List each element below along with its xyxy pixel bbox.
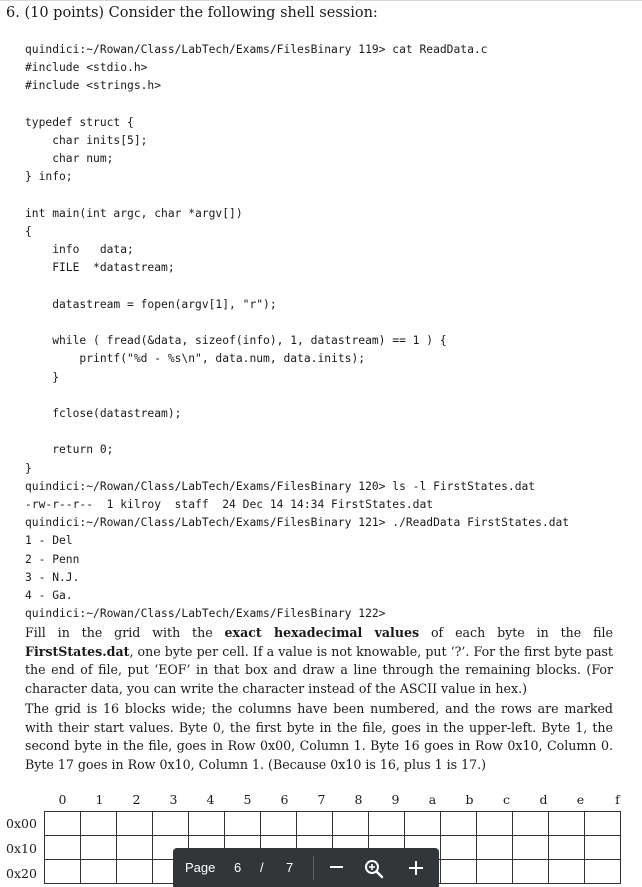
row-label: 0x20: [6, 866, 37, 881]
session-line: quindici:~/Rowan/Class/LabTech/Exams/FilesBinary 119> cat ReadData.c: [25, 43, 488, 56]
grid-cell[interactable]: [549, 860, 585, 884]
grid-cell[interactable]: [189, 812, 225, 836]
session-line: 4 - Ga.: [25, 589, 73, 603]
session-line: #include <strings.h>: [25, 79, 162, 93]
grid-cell[interactable]: [117, 836, 153, 860]
top-rule: [0, 0, 642, 1]
session-line: 2 - Penn: [25, 552, 80, 566]
session-line: -rw-r--r-- 1 kilroy staff 24 Dec 14 14:34 FirstStates.dat: [25, 498, 434, 512]
session-line: quindici:~/Rowan/Class/LabTech/Exams/FilesBinary 121> ./ReadData FirstStates.dat: [25, 516, 570, 530]
session-line: datastream = fopen(argv[1], "r");: [25, 297, 277, 311]
instructions-text-1: Fill in the grid with the: [25, 625, 225, 640]
grid-cell[interactable]: [477, 860, 513, 884]
column-header: 0: [58, 792, 67, 807]
grid-cell[interactable]: [225, 812, 261, 836]
grid-cell[interactable]: [441, 860, 477, 884]
grid-cell[interactable]: [369, 812, 405, 836]
column-header: a: [428, 792, 437, 807]
column-header: 4: [206, 792, 215, 807]
grid-cell[interactable]: [477, 836, 513, 860]
zoom-in-icon[interactable]: [364, 859, 384, 879]
column-header: 8: [354, 792, 363, 807]
grid-cell[interactable]: [513, 836, 549, 860]
shell-session: [25, 41, 569, 624]
plus-icon[interactable]: [409, 861, 423, 875]
session-line: return 0;: [25, 443, 114, 457]
session-line: 1 - Del: [25, 534, 73, 548]
zoom-out-icon[interactable]: [330, 866, 343, 868]
grid-cell[interactable]: [261, 812, 297, 836]
grid-cell[interactable]: [549, 836, 585, 860]
grid-cell[interactable]: [117, 812, 153, 836]
grid-row: [45, 812, 621, 836]
grid-cell[interactable]: [45, 836, 81, 860]
column-header: 3: [169, 792, 178, 807]
grid-cell[interactable]: [297, 812, 333, 836]
instructions-paragraph: [25, 624, 613, 698]
grid-cell[interactable]: [441, 812, 477, 836]
instructions-text-3: , one byte per cell. If a value is not knowable, put ‘?’. For the first byte past the end of file, put ‘EOF’ in that box and draw a line through the remaining blocks. (For character data, you can write the character instead of the ASCII value in hex.): [25, 643, 613, 696]
column-header: d: [539, 792, 548, 807]
session-line: int main(int argc, char *argv[]): [25, 206, 243, 220]
instructions-filename: FirstStates.dat: [25, 643, 130, 659]
session-line: printf("%d - %s\n", data.num, data.inits);: [25, 352, 366, 366]
session-line: }: [25, 370, 60, 384]
session-line: #include <stdio.h>: [25, 61, 148, 75]
session-line: char inits[5];: [25, 134, 148, 148]
grid-cell[interactable]: [81, 860, 117, 884]
grid-cell[interactable]: [513, 812, 549, 836]
grid-cell[interactable]: [441, 836, 477, 860]
grid-explanation-paragraph: The grid is 16 blocks wide; the columns have been numbered, and the rows are marked with their start values. Byte 0, the first byte in the file, goes in the upper-left. Byte 1, the second byte in the file, goes in Row 0x00, Column 1. Byte 16 goes in Row 0x10, Column 0. Byte 17 goes in Row 0x10, Column 1. (Because 0x10 is 16, plus 1 is 17.): [25, 701, 613, 772]
grid-cell[interactable]: [81, 836, 117, 860]
session-line: typedef struct {: [25, 115, 134, 129]
column-header: 1: [95, 792, 104, 807]
grid-cell[interactable]: [45, 860, 81, 884]
page-label: Page: [185, 860, 216, 875]
grid-cell[interactable]: [549, 812, 585, 836]
grid-cell[interactable]: [405, 812, 441, 836]
session-line: while ( fread(&data, sizeof(info), 1, datastream) == 1 ) {: [25, 334, 447, 348]
column-header: c: [502, 792, 510, 807]
session-line: info data;: [25, 243, 134, 257]
instructions-text-2: of each byte in the file: [419, 625, 613, 640]
grid-cell[interactable]: [117, 860, 153, 884]
page-separator: /: [260, 860, 264, 875]
column-header: 7: [317, 792, 326, 807]
session-line: quindici:~/Rowan/Class/LabTech/Exams/FilesBinary 120> ls -l FirstStates.dat: [25, 479, 536, 493]
column-header: f: [615, 792, 620, 807]
grid-cell[interactable]: [45, 812, 81, 836]
total-pages: 7: [286, 860, 294, 875]
session-line: }: [25, 461, 32, 475]
toolbar-divider: [313, 856, 314, 880]
column-header: 6: [280, 792, 289, 807]
session-line: char num;: [25, 152, 114, 166]
row-label: 0x10: [6, 841, 37, 856]
session-line: fclose(datastream);: [25, 407, 182, 421]
row-label: 0x00: [6, 816, 37, 831]
column-header: 9: [391, 792, 400, 807]
grid-cell[interactable]: [333, 812, 369, 836]
pdf-toolbar: [173, 848, 439, 887]
grid-cell[interactable]: [513, 860, 549, 884]
session-line: 3 - N.J.: [25, 570, 80, 584]
column-header: 5: [243, 792, 252, 807]
grid-cell[interactable]: [585, 836, 621, 860]
question-heading: 6. (10 points) Consider the following shell session:: [6, 5, 378, 21]
session-line: {: [25, 225, 32, 239]
grid-cell[interactable]: [585, 860, 621, 884]
column-header: b: [465, 792, 474, 807]
grid-cell[interactable]: [81, 812, 117, 836]
session-line: quindici:~/Rowan/Class/LabTech/Exams/FilesBinary 122>: [25, 607, 386, 621]
current-page-input[interactable]: 6: [234, 860, 242, 875]
instructions-emphasis-1: exact hexadecimal values: [224, 625, 420, 640]
column-header: 2: [132, 792, 141, 807]
session-line: FILE *datastream;: [25, 261, 175, 275]
grid-cell[interactable]: [477, 812, 513, 836]
session-line: } info;: [25, 170, 73, 184]
column-header: e: [576, 792, 585, 807]
grid-cell[interactable]: [153, 812, 189, 836]
grid-cell[interactable]: [585, 812, 621, 836]
